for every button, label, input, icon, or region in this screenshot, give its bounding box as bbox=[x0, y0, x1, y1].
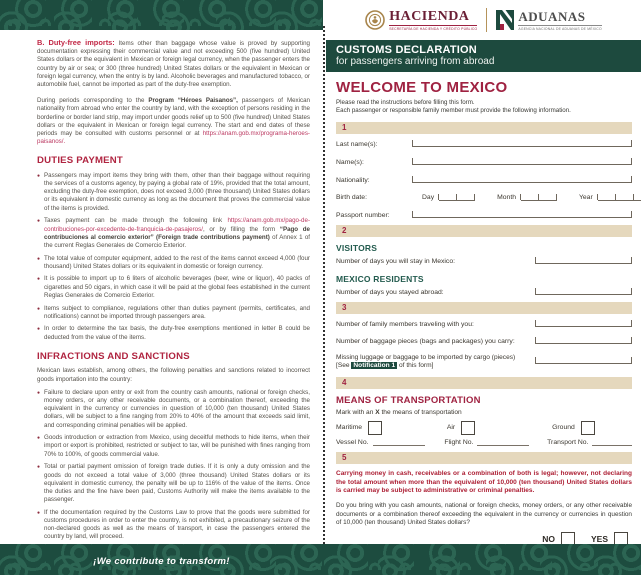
air-checkbox[interactable] bbox=[461, 421, 475, 435]
duties-bullet-4: ● It is possible to import up to 6 liters of alcoholic beverages (beer, wine or liquor), 40 packs of cigarettes and 50 cigars, in which case it will be paid at the global fees established in the current Reglas Generales de Comercio Exterior. bbox=[37, 275, 310, 299]
month-label: Month bbox=[497, 193, 516, 201]
bullet-icon: ● bbox=[37, 172, 41, 179]
day-field[interactable] bbox=[438, 194, 475, 200]
day-label: Day bbox=[422, 193, 435, 201]
heroes-link[interactable]: https://anam.gob.mx/programa-heroes-paisanos/. bbox=[37, 129, 310, 146]
hacienda-subtitle: SECRETARÍA DE HACIENDA Y CRÉDITO PÚBLICO bbox=[389, 27, 478, 31]
bullet-icon: ● bbox=[37, 509, 41, 516]
baggage-row bbox=[336, 337, 632, 345]
duties-bullet-6: ● In order to determine the tax basis, the duty-free exemptions mentioned in letter B could be deducted from the value of the items. bbox=[37, 325, 310, 341]
year-label: Year bbox=[578, 193, 593, 201]
baggage-field[interactable] bbox=[535, 337, 632, 344]
transport-no-field[interactable] bbox=[592, 439, 632, 446]
month-field[interactable] bbox=[520, 194, 557, 200]
visitors-days-row bbox=[336, 257, 632, 265]
yes-label: YES bbox=[590, 534, 608, 544]
maritime-checkbox[interactable] bbox=[368, 421, 382, 435]
infractions-intro: Mexican laws establish, among others, the following penalties and sanctions related to incorrect goods importation into the country: bbox=[37, 367, 310, 383]
logo-row bbox=[326, 0, 641, 40]
heroes-paragraph: During periods corresponding to the Program “Héroes Paisanos”, passengers of Mexican nationality from abroad who enter the country by land, with the exception of persons residing in the borderline or border land strip, may import under goods relief up to 500 (five hundred) United States dollars or the equivalent in Mexican or foreign legal currency. The start and end dates of these periods may be consulted with customs personnel or at https://anam.gob.mx/programa-heroes-paisanos/. bbox=[37, 97, 310, 146]
no-checkbox[interactable] bbox=[561, 532, 575, 544]
nationality-field[interactable] bbox=[412, 176, 632, 183]
aduanas-wordmark: ADUANAS bbox=[518, 9, 586, 24]
family-field[interactable] bbox=[535, 320, 632, 327]
money-warning: Carrying money in cash, receivables or a combination of both is legal; however, not declaring the total amount when more than the equivalent of 10,000 (ten thousand) United States dollars is carried may be subject to administrative or criminal penalties. bbox=[336, 469, 632, 495]
passport-field[interactable] bbox=[412, 211, 632, 218]
infractions-bullet-1: ● Failure to declare upon entry or exit from the country cash amounts, national or foreign checks, money orders, or any other receivable documents, or a combination thereof, exceeding the equivalent in the currency or currencies in question of 10,000 (ten thousand) United States dollars, will be subject to a fine ranging from 20% to 40% of the amount that exceeds said limit, and corresponding criminal penalties will be applied. bbox=[37, 388, 310, 429]
welcome-instructions: Please read the instructions before filling this form. Each passenger or responsible family member must provide the following information. bbox=[336, 99, 571, 115]
flight-no: Flight No. bbox=[444, 439, 547, 446]
missing-baggage-row bbox=[336, 354, 632, 371]
residents-heading: MEXICO RESIDENTS bbox=[336, 273, 424, 284]
transport-options-row bbox=[336, 421, 632, 435]
air-option: Air bbox=[447, 421, 552, 435]
hacienda-wordmark: HACIENDA bbox=[389, 9, 470, 24]
visitors-days-label: Number of days you will stay in Mexico: bbox=[336, 257, 455, 265]
passport-row bbox=[336, 211, 632, 219]
transport-heading: MEANS OF TRANSPORTATION bbox=[336, 394, 481, 406]
section-bar-1: 1 bbox=[336, 122, 632, 134]
name-row bbox=[336, 158, 632, 166]
bullet-icon: ● bbox=[37, 435, 41, 442]
maritime-option: Maritime bbox=[336, 421, 447, 435]
aduanas-emblem-icon bbox=[496, 10, 514, 30]
missing-baggage-field[interactable] bbox=[535, 357, 632, 364]
vessel-no: Vessel No. bbox=[336, 439, 444, 446]
form-subtitle: for passengers arriving from abroad bbox=[336, 56, 495, 67]
transport-no: Transport No. bbox=[547, 439, 632, 446]
bullet-icon: ● bbox=[37, 326, 41, 333]
nationality-row bbox=[336, 176, 632, 184]
yes-checkbox[interactable] bbox=[614, 532, 628, 544]
customs-form-panel bbox=[326, 0, 641, 544]
aduanas-logo bbox=[496, 9, 601, 31]
logo-separator bbox=[486, 8, 487, 32]
missing-baggage-label: Missing luggage or baggage to be imported by cargo (pieces) [See Notification 1 of this form] bbox=[336, 353, 516, 370]
duties-bullet-5: ● Items subject to compliance, regulations other than duties payment (permits, certificates, and notifications) cannot be imported through passengers area. bbox=[37, 304, 310, 320]
duties-bullet-2: ● Taxes payment can be made through the following link https://anam.gob.mx/pago-de-contribuciones-por-excedente-de-franquicia-de-pasajeros/, or by filling the form “Pago de contribuciones al comercio exterior” (Foreign trade contributions payment) of Annex 1 of the current Reglas Generales de Comercio Exterior. bbox=[37, 217, 310, 249]
name-field[interactable] bbox=[412, 158, 632, 165]
last-name-label: Last name(s): bbox=[336, 140, 378, 148]
flight-no-field[interactable] bbox=[477, 439, 529, 446]
hacienda-seal-icon bbox=[365, 10, 385, 30]
year-field[interactable] bbox=[597, 194, 641, 200]
residents-days-field[interactable] bbox=[535, 288, 632, 295]
passport-label: Passport number: bbox=[336, 211, 390, 219]
birth-date-row bbox=[336, 194, 632, 201]
section-bar-4: 4 bbox=[336, 377, 632, 389]
birth-date-label: Birth date: bbox=[336, 193, 367, 201]
section-bar-2: 2 bbox=[336, 225, 632, 237]
money-question: Do you bring with you cash amounts, national or foreign checks, money orders, or any other receivable documents or a combination thereof exceeding the equivalent in the currency or currencies in question of 10,000 (ten thousand) United States dollars? bbox=[336, 502, 632, 527]
last-name-row bbox=[336, 140, 632, 148]
transport-mark-instruction: Mark with an X the means of transportation bbox=[336, 408, 462, 416]
bullet-icon: ● bbox=[37, 255, 41, 262]
banner-slogan: ¡We contribute to transform! bbox=[93, 556, 230, 567]
section-bar-3: 3 bbox=[336, 302, 632, 314]
left-info-panel bbox=[0, 30, 323, 544]
top-pattern-band bbox=[0, 0, 323, 30]
duty-free-paragraph: B. Duty-free imports: Items other than baggage whose value is proved by supporting documentation expressing their commercial value and not exceeding 500 (five hundred) United States dollars or the equivalent in Mexican or foreign legal currency, when the passenger enters the country by air or sea; or 300 (three hundred) United States dollars or the equivalent in Mexican or foreign legal currency, when the entry is by land. Alcoholic beverages and manufactured tobacco, or automobile fuel, cannot be imported as part of the duty-free exemption. bbox=[37, 38, 310, 88]
no-label: NO bbox=[542, 534, 555, 544]
last-name-field[interactable] bbox=[412, 140, 632, 147]
bullet-icon: ● bbox=[37, 218, 41, 225]
infractions-bullet-3: ● Total or partial payment omission of foreign trade duties. If it is only a duty omission and the goods do not exceed a total value of 3,000 (three thousand) United States dollars or its equivalent in domestic currency, the penalty will be up to 116% of the value of the items. Once the duties and the fine have been paid, Customs Authority will make the items available to the passenger. bbox=[37, 463, 310, 504]
form-body bbox=[326, 72, 641, 544]
visitors-heading: VISITORS bbox=[336, 242, 378, 253]
no-yes-row bbox=[336, 532, 628, 544]
bullet-icon: ● bbox=[37, 276, 41, 283]
transport-numbers-row bbox=[336, 439, 632, 446]
welcome-title: WELCOME TO MEXICO bbox=[336, 79, 508, 96]
aduanas-subtitle: AGENCIA NACIONAL DE ADUANAS DE MÉXICO bbox=[518, 27, 602, 31]
form-title-bar bbox=[326, 40, 641, 72]
baggage-label: Number of baggage pieces (bags and packages) you carry: bbox=[336, 337, 515, 345]
name-label: Name(s): bbox=[336, 158, 364, 166]
visitors-days-field[interactable] bbox=[535, 257, 632, 264]
nationality-label: Nationality: bbox=[336, 176, 370, 184]
form-title: CUSTOMS DECLARATION bbox=[336, 44, 477, 56]
infractions-bullet-4: ● If the documentation required by the Customs Law to prove that the goods were submitted for customs procedures in order to enter the country, is not exhibited, a precautionary seizure of the non-declared goods as well as the means of transport, in case the passengers entered the country by land, will proceed. bbox=[37, 508, 310, 541]
bullet-icon: ● bbox=[37, 389, 41, 396]
residents-days-label: Number of days you stayed abroad: bbox=[336, 288, 444, 296]
family-label: Number of family members traveling with you: bbox=[336, 320, 474, 328]
duties-bullet-1: ● Passengers may import items they bring with them, other than their baggage without requiring the services of a customs agency, by paying a global rate of 19%, provided that the total amount, excluding the duty-free exemption, does not exceed 3,000 (three thousand) United States dollars or its equivalent in domestic currency as long as the document that proves the commercial value of the items is provided. bbox=[37, 171, 310, 212]
vessel-no-field[interactable] bbox=[373, 439, 425, 446]
hacienda-logo bbox=[365, 9, 477, 31]
notification-badge: Notification 1 bbox=[353, 362, 396, 370]
bullet-icon: ● bbox=[37, 305, 41, 312]
infractions-heading: INFRACTIONS AND SANCTIONS bbox=[37, 350, 190, 362]
duties-payment-heading: DUTIES PAYMENT bbox=[37, 155, 123, 167]
family-row bbox=[336, 320, 632, 328]
infractions-bullet-2: ● Goods introduction or extraction from Mexico, using deceitful methods to hide items, when their import or export is prohibited, restricted or subject to tax, will be punished with fines ranging from 70% to 100%, of goods commercial value. bbox=[37, 434, 310, 458]
section-bar-5: 5 bbox=[336, 452, 632, 464]
bullet-icon: ● bbox=[37, 464, 41, 471]
residents-days-row bbox=[336, 288, 632, 296]
duties-bullet-3: ● The total value of computer equipment, added to the rest of the items cannot exceed 4,000 (four thousand) United States dollars or its equivalent in domestic or foreign currency. bbox=[37, 254, 310, 270]
ground-checkbox[interactable] bbox=[581, 421, 595, 435]
duty-free-lead: B. Duty-free imports: bbox=[37, 38, 115, 47]
ground-option: Ground bbox=[552, 421, 632, 435]
taxes-payment-link[interactable]: https://anam.gob.mx/pago-de-contribuciones-por-excedente-de-franquicia-de-pasajeros/ bbox=[44, 217, 310, 233]
column-divider bbox=[323, 26, 325, 544]
